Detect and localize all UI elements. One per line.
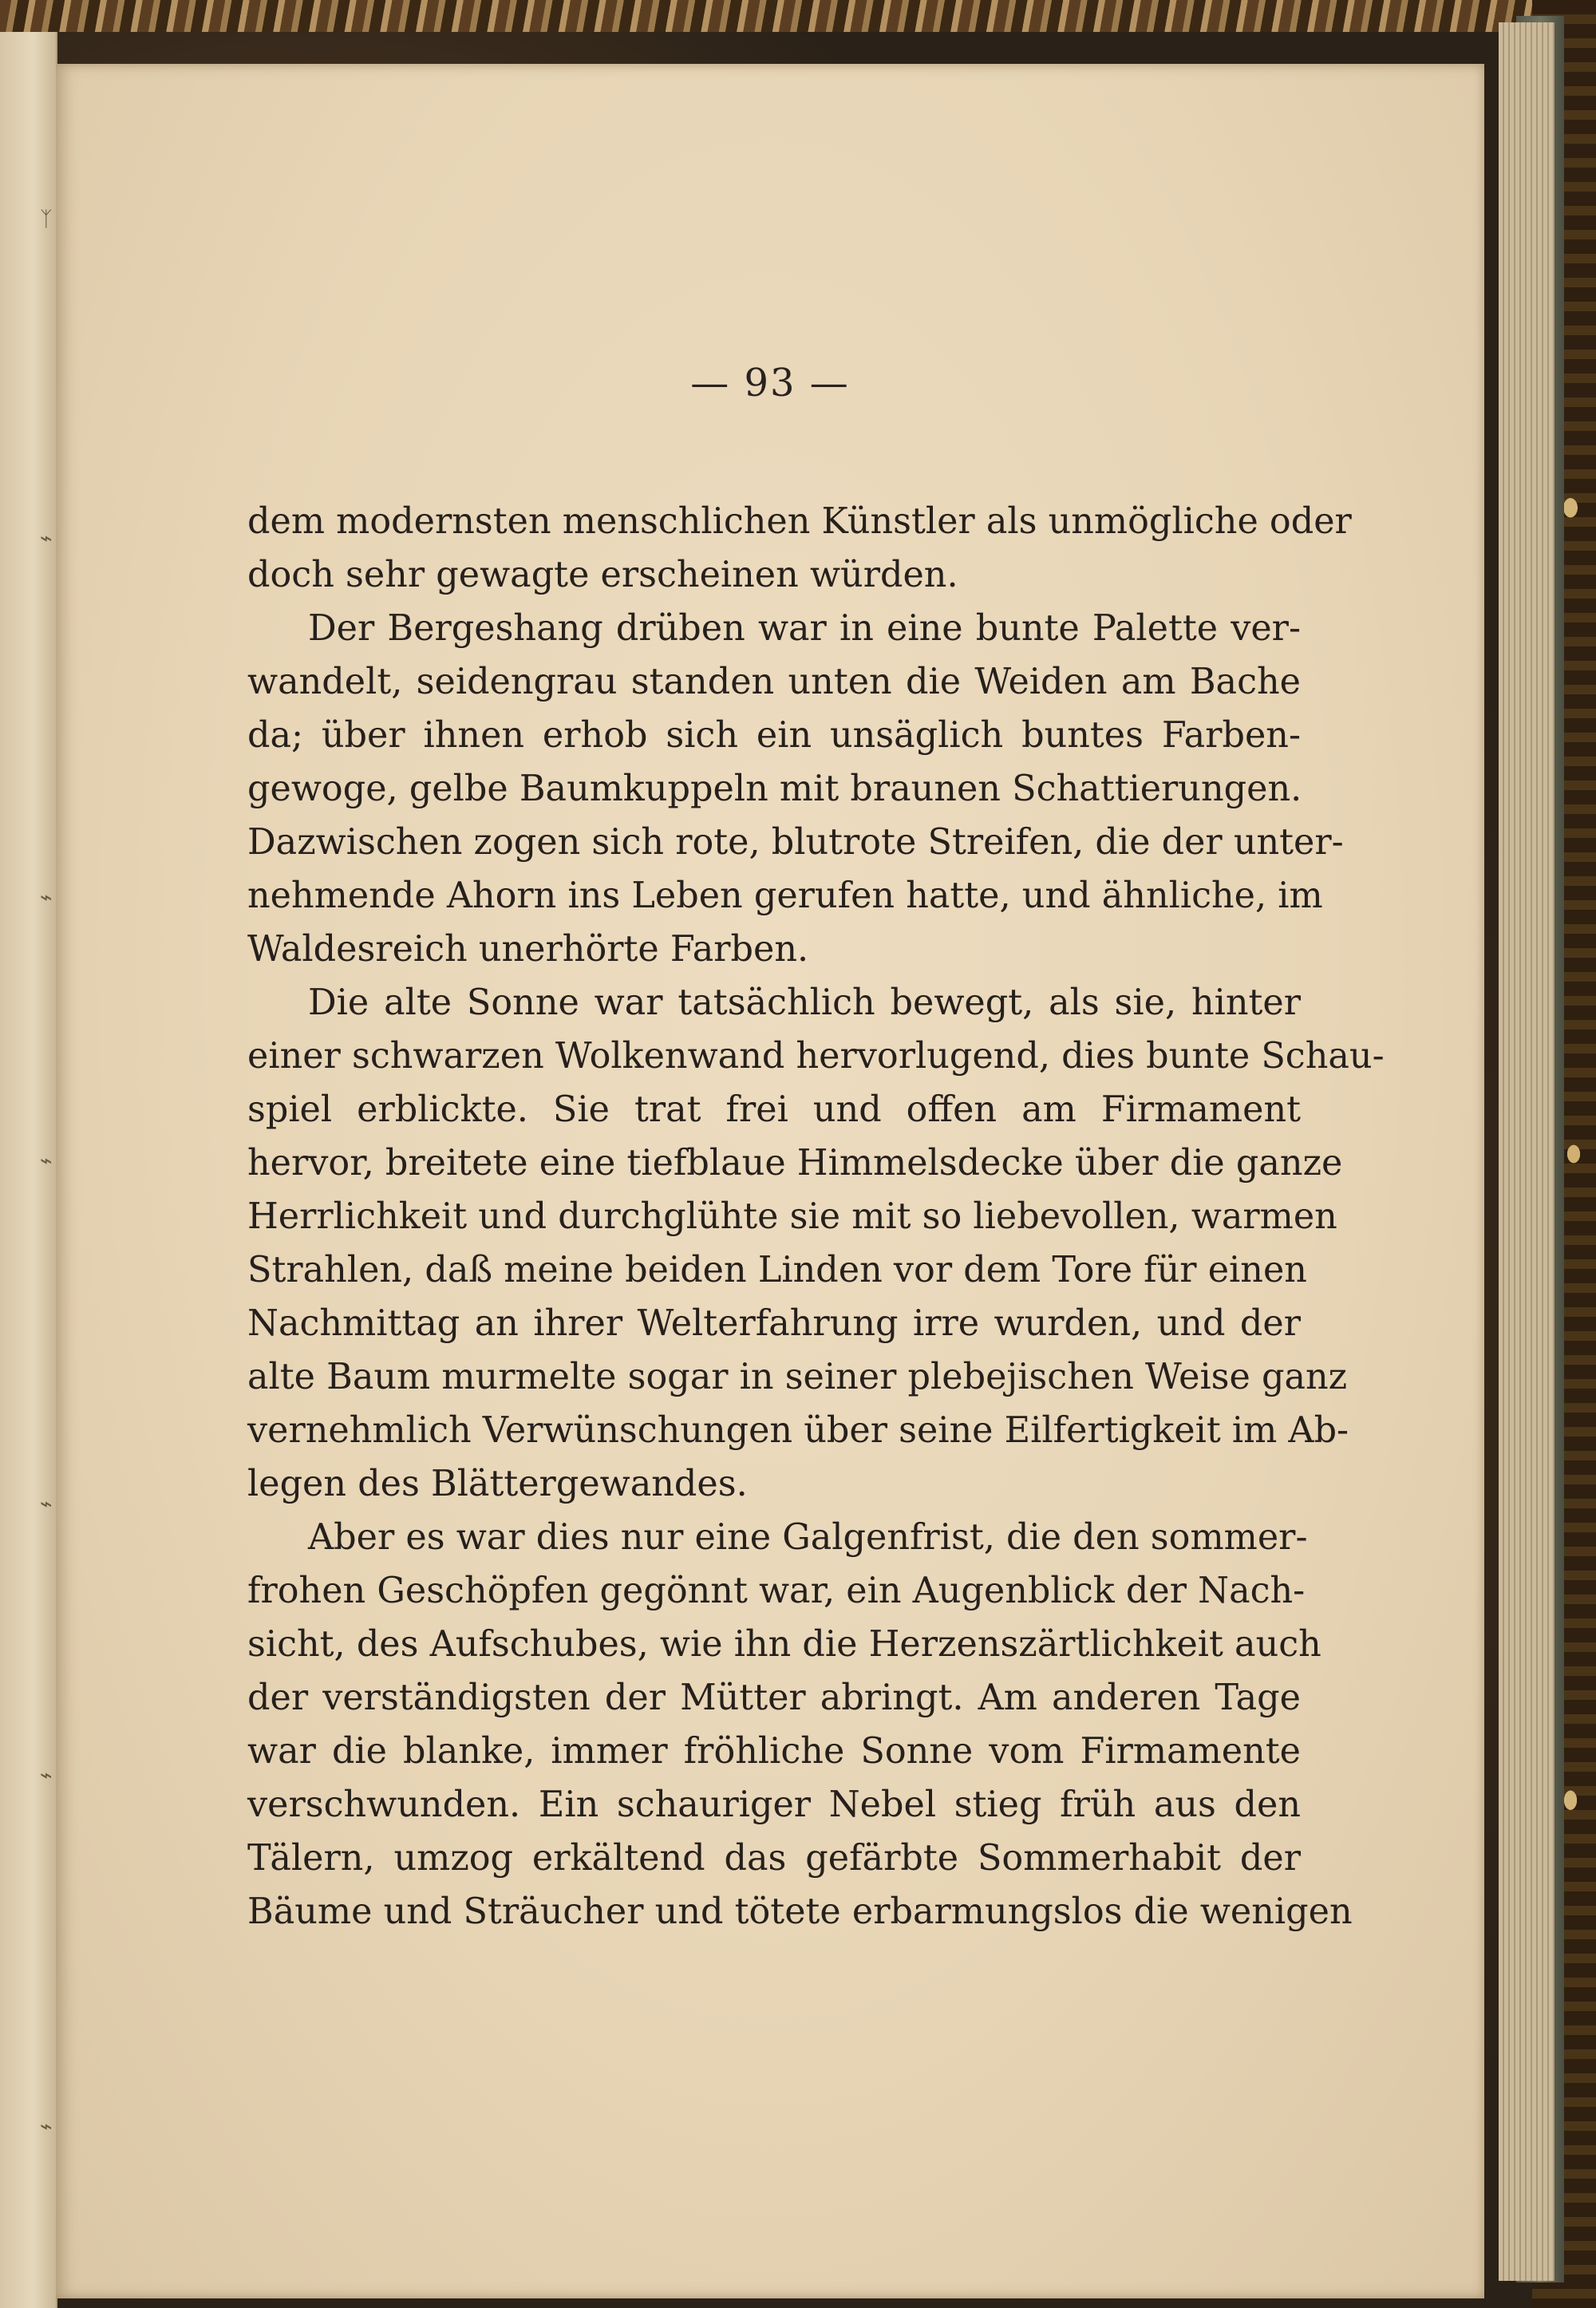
text-line: dem modernsten menschlichen Künstler als unmögliche oder	[247, 501, 1352, 542]
text-line: legen des Blättergewandes.	[247, 1464, 748, 1504]
book-page	[56, 64, 1484, 2298]
text-line: gewoge, gelbe Baumkuppeln mit braunen Schattierungen.	[247, 769, 1302, 809]
text-line: vernehmlich Verwünschungen über seine Eilfertigkeit im Ab-	[247, 1410, 1349, 1451]
thread-mark-icon: ⌁	[40, 1492, 53, 1516]
text-line: Die alte Sonne war tatsächlich bewegt, als sie, hinter	[308, 982, 1301, 1023]
text-line: wandelt, seidengrau standen unten die Weiden am Bache	[247, 662, 1301, 702]
text-line: Strahlen, daß meine beiden Linden vor dem Tore für einen	[247, 1250, 1307, 1290]
text-line: Der Bergeshang drüben war in eine bunte Palette ver-	[308, 608, 1301, 649]
page-number: — 93 —	[690, 361, 850, 405]
text-line: Tälern, umzog erkältend das gefärbte Sommerhabit der	[247, 1838, 1301, 1879]
body-text	[247, 495, 1385, 1938]
text-line: Bäume und Sträucher und tötete erbarmungslos die wenigen	[247, 1891, 1353, 1932]
page-stack-edge	[1499, 22, 1555, 2281]
text-line: doch sehr gewagte erscheinen würden.	[247, 555, 958, 595]
text-line: einer schwarzen Wolkenwand hervorlugend, dies bunte Schau-	[247, 1036, 1385, 1077]
thread-mark-icon: ᛉ	[40, 207, 53, 231]
text-line: Herrlichkeit und durchglühte sie mit so liebevollen, warmen	[247, 1196, 1337, 1237]
marbled-cover-top	[0, 0, 1596, 32]
text-line: Aber es war dies nur eine Galgenfrist, die den sommer-	[308, 1517, 1308, 1558]
text-line: Waldesreich unerhörte Farben.	[247, 929, 809, 970]
text-line: sicht, des Aufschubes, wie ihn die Herzenszärtlichkeit auch	[247, 1624, 1321, 1665]
text-line: alte Baum murmelte sogar in seiner plebejischen Weise ganz	[247, 1357, 1348, 1397]
text-line: spiel erblickte. Sie trat frei und offen am Firmament	[247, 1089, 1301, 1130]
thread-mark-icon: ⌁	[40, 527, 53, 551]
text-line: Dazwischen zogen sich rote, blutrote Streifen, die der unter-	[247, 822, 1344, 863]
text-line: Nachmittag an ihrer Welterfahrung irre wurden, und der	[247, 1303, 1301, 1344]
thread-mark-icon: ⌁	[40, 1149, 53, 1173]
thread-mark-icon: ⌁	[40, 2115, 53, 2139]
thread-mark-icon: ⌁	[40, 1764, 53, 1788]
text-line: der verständigsten der Mütter abringt. Am anderen Tage	[247, 1678, 1301, 1718]
text-line: verschwunden. Ein schauriger Nebel stieg früh aus den	[247, 1784, 1301, 1825]
text-line: nehmende Ahorn ins Leben gerufen hatte, und ähnliche, im	[247, 875, 1323, 916]
thread-mark-icon: ⌁	[40, 886, 53, 910]
text-line: frohen Geschöpfen gegönnt war, ein Augenblick der Nach-	[247, 1571, 1306, 1611]
text-line: da; über ihnen erhob sich ein unsäglich buntes Farben-	[247, 715, 1301, 756]
text-line: hervor, breitete eine tiefblaue Himmelsdecke über die ganze	[247, 1143, 1343, 1184]
text-line: war die blanke, immer fröhliche Sonne vom Firmamente	[247, 1731, 1301, 1772]
